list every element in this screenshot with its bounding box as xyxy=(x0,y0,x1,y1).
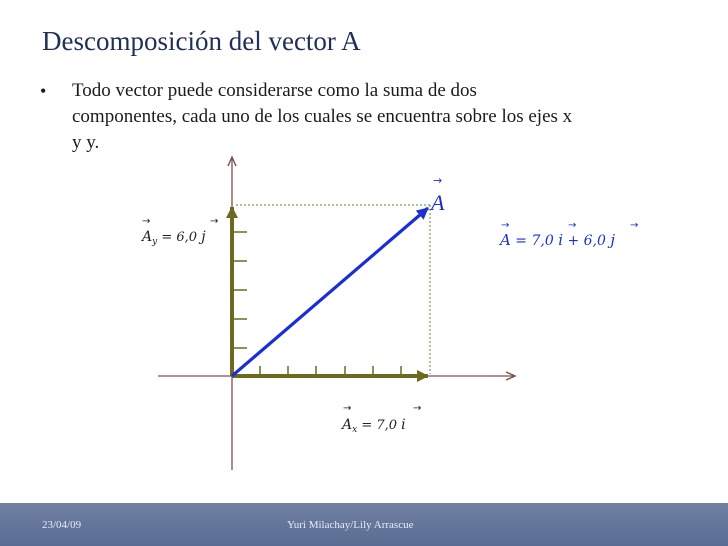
vector-a-arrow: → xyxy=(433,174,443,187)
ay-rest: = 6,0 xyxy=(157,230,202,245)
ax-base: A xyxy=(342,417,353,433)
vector-a-label xyxy=(429,174,445,215)
svg-text:A = 7,0 i + 6,0 j xyxy=(498,231,615,249)
ax-unit-arrow: → xyxy=(413,403,422,414)
ay-unit-arrow: → xyxy=(210,216,219,227)
sum-arrow: → xyxy=(501,220,510,231)
footer-date: 23/04/09 xyxy=(42,519,82,531)
sum-unit1: i xyxy=(558,231,564,249)
sum-unit2-arrow: → xyxy=(630,220,639,231)
bullet-point: • xyxy=(40,81,47,101)
sum-unit1-arrow: → xyxy=(568,220,577,231)
bullet-line-2: componentes, cada uno de los cuales se encuentra sobre los ejes x xyxy=(72,106,573,127)
sum-base: A xyxy=(500,231,511,249)
ay-sub: y xyxy=(152,237,158,247)
y-ticks xyxy=(232,232,247,348)
bullet-line-1: Todo vector puede considerarse como la suma de dos xyxy=(72,80,477,101)
svg-text:Ax = 7,0 i xyxy=(340,417,406,435)
vector-a-letter: A xyxy=(431,190,445,215)
ax-equation xyxy=(340,403,421,435)
ax-unit: i xyxy=(401,417,406,433)
ay-arrow: → xyxy=(142,216,151,227)
ay-equation xyxy=(140,216,218,247)
bullet-line-3: y y. xyxy=(72,132,100,153)
vector-a xyxy=(232,208,428,376)
ax-sub: x xyxy=(352,425,358,435)
footer-bar xyxy=(0,503,728,546)
ax-rest: = 7,0 xyxy=(357,418,402,433)
sum-unit2: j xyxy=(610,231,616,249)
svg-text:Ay = 6,0 j xyxy=(140,229,206,247)
sum-part1: = 7,0 xyxy=(510,233,559,249)
slide-title: Descomposición del vector A xyxy=(42,26,361,56)
footer-author: Yuri Milachay/Lily Arrascue xyxy=(287,519,414,531)
ay-unit: j xyxy=(201,229,206,245)
ax-arrow: → xyxy=(343,403,352,414)
sum-part2: + 6,0 xyxy=(563,233,611,249)
ay-base: A xyxy=(142,229,153,245)
sum-equation xyxy=(498,220,638,249)
